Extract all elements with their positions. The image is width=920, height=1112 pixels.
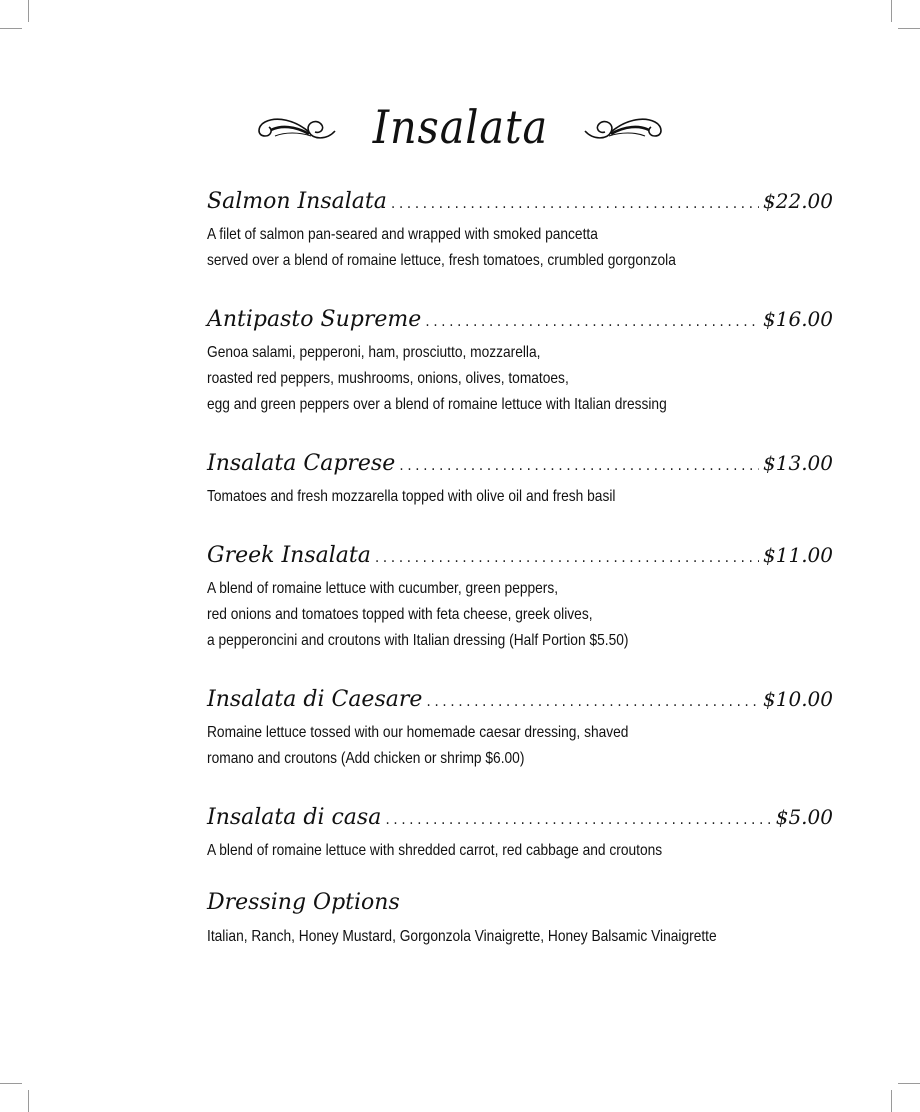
crop-mark <box>0 1083 22 1084</box>
menu-header <box>0 92 920 162</box>
item-name: Insalata Caprese <box>207 451 396 476</box>
menu-item-header <box>207 534 833 576</box>
item-name: Insalata di casa <box>207 805 382 830</box>
dot-leader <box>391 183 759 225</box>
dressing-options <box>207 882 833 950</box>
menu-item <box>207 298 833 418</box>
dot-leader <box>425 301 759 343</box>
item-description-line: Tomatoes and fresh mozzarella topped with olive oil and fresh basil <box>207 488 616 505</box>
dressing-heading: Dressing Options <box>207 890 400 915</box>
menu-item-header <box>207 796 833 838</box>
crop-mark <box>0 28 22 29</box>
dressing-list: Italian, Ranch, Honey Mustard, Gorgonzola Vinaigrette, Honey Balsamic Vinaigrette <box>207 928 717 945</box>
item-description-line: A blend of romaine lettuce with cucumber, green peppers, <box>207 580 559 597</box>
item-description-line: egg and green peppers over a blend of romaine lettuce with Italian dressing <box>207 396 667 413</box>
item-description-line: romano and croutons (Add chicken or shrimp $6.00) <box>207 750 525 767</box>
dot-leader <box>399 445 759 487</box>
item-price: $5.00 <box>775 805 833 829</box>
dressing-header <box>207 882 833 924</box>
item-description-line: Romaine lettuce tossed with our homemade caesar dressing, shaved <box>207 724 629 741</box>
scroll-flourish-icon <box>583 110 665 144</box>
item-price: $11.00 <box>763 543 833 567</box>
item-name: Insalata di Caesare <box>207 687 423 712</box>
item-description-line: a pepperoncini and croutons with Italian dressing (Half Portion $5.50) <box>207 632 629 649</box>
crop-mark <box>28 0 29 22</box>
item-price: $16.00 <box>763 307 833 331</box>
crop-mark <box>898 28 920 29</box>
item-description-line: A filet of salmon pan-seared and wrapped with smoked pancetta <box>207 226 598 243</box>
menu-item-header <box>207 180 833 222</box>
item-name: Antipasto Supreme <box>207 307 422 332</box>
menu-item-header <box>207 298 833 340</box>
item-price: $13.00 <box>763 451 833 475</box>
menu-item <box>207 796 833 864</box>
page-title: Insalata <box>372 100 548 154</box>
menu-item <box>207 534 833 654</box>
crop-mark <box>898 1083 920 1084</box>
dot-leader <box>426 681 759 723</box>
crop-mark <box>891 0 892 22</box>
crop-mark <box>891 1090 892 1112</box>
menu-item-header <box>207 678 833 720</box>
menu-item <box>207 678 833 772</box>
dot-leader <box>385 799 771 841</box>
item-description-line: red onions and tomatoes topped with feta cheese, greek olives, <box>207 606 593 623</box>
menu-item <box>207 180 833 274</box>
crop-mark <box>28 1090 29 1112</box>
item-name: Salmon Insalata <box>207 189 387 214</box>
item-description-line: Genoa salami, pepperoni, ham, prosciutto, mozzarella, <box>207 344 541 361</box>
menu-list <box>207 180 833 974</box>
dot-leader <box>375 537 759 579</box>
item-description-line: served over a blend of romaine lettuce, fresh tomatoes, crumbled gorgonzola <box>207 252 676 269</box>
menu-item <box>207 442 833 510</box>
item-description-line: A blend of romaine lettuce with shredded carrot, red cabbage and croutons <box>207 842 663 859</box>
menu-item-header <box>207 442 833 484</box>
scroll-flourish-icon <box>255 110 337 144</box>
item-description-line: roasted red peppers, mushrooms, onions, olives, tomatoes, <box>207 370 569 387</box>
item-price: $10.00 <box>763 687 833 711</box>
item-name: Greek Insalata <box>207 543 371 568</box>
item-price: $22.00 <box>763 189 833 213</box>
